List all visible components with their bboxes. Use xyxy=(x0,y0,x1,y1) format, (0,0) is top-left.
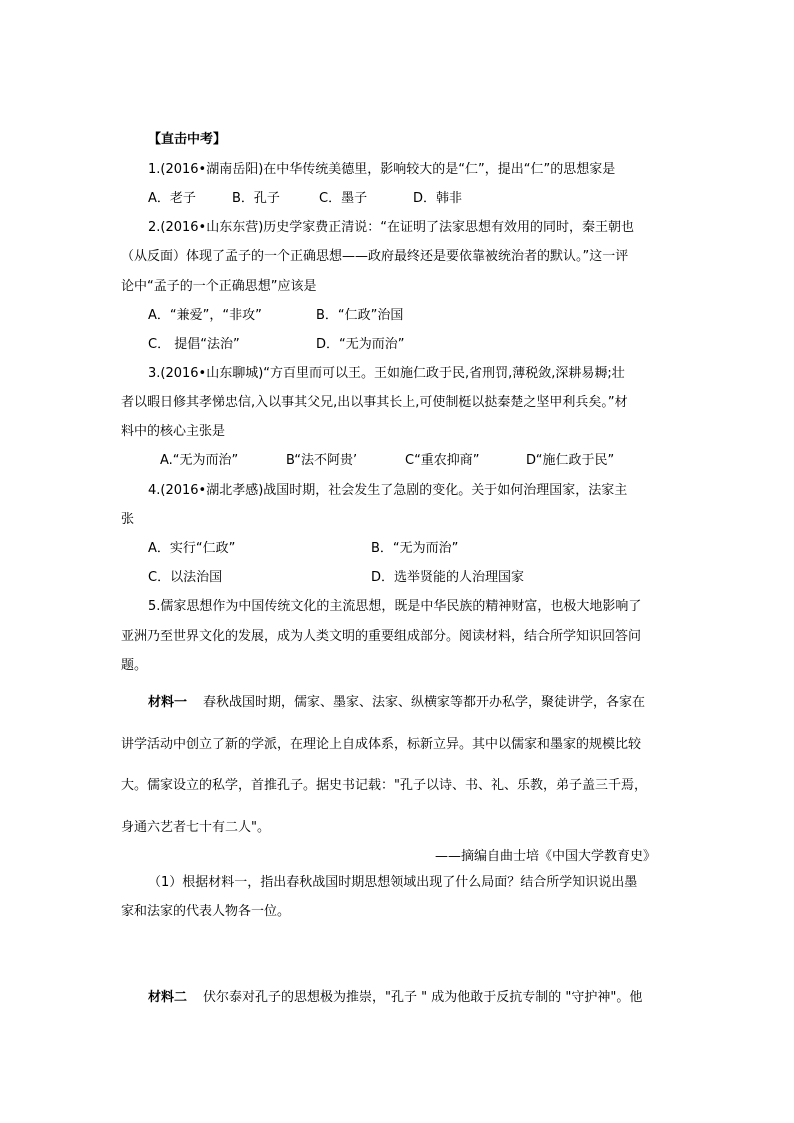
q5-stem-line1: 5.儒家思想作为中国传统文化的主流思想，既是中华民族的精神财富，也极大地影响了 xyxy=(148,599,642,614)
material1-label: 材料一 xyxy=(148,695,188,710)
q1-option-c: C．墨子 xyxy=(319,191,368,206)
section-heading: 【直击中考】 xyxy=(148,132,227,147)
material1-line1 xyxy=(148,696,645,709)
q4-option-d: D．选举贤能的人治理国家 xyxy=(371,570,525,585)
q4-stem-line1: 4.(2016•湖北孝感)战国时期，社会发生了急剧的变化。关于如何治理国家，法家主 xyxy=(148,483,628,498)
q2-stem-line1: 2.(2016•山东东营)历史学家费正清说：“在证明了法家思想有效用的同时，秦王朝也 xyxy=(148,220,635,235)
q3-stem-line1: 3.(2016•山东聊城)“方百里而可以王。王如施仁政于民,省刑罚,薄税敛,深耕易耨;壮 xyxy=(148,366,625,381)
material2-line1 xyxy=(148,991,642,1004)
q1-option-a: A．老子 xyxy=(148,191,196,206)
q1-option-d: D．韩非 xyxy=(413,191,463,206)
material2-text-line1: 伏尔泰对孔子的思想极为推崇，"孔子 " 成为他敢于反抗专制的 "守护神"。他 xyxy=(203,990,643,1005)
q2-option-c: C． 提倡“法治” xyxy=(148,337,240,352)
q3-option-b: B“法不阿贵’ xyxy=(286,453,358,468)
material1-line2: 讲学活动中创立了新的学派，在理论上自成体系，标新立异。其中以儒家和墨家的规模比较 xyxy=(121,737,642,752)
q3-option-c: C“重农抑商” xyxy=(405,453,480,468)
q4-option-a: A．实行“仁政” xyxy=(148,541,236,556)
q2-option-a: A．“兼爱”，“非攻” xyxy=(148,308,262,323)
material1-text-line1: 春秋战国时期，儒家、墨家、法家、纵横家等都开办私学，聚徒讲学，各家在 xyxy=(203,695,646,710)
q2-option-d: D．“无为而治” xyxy=(316,337,405,352)
subquestion1-line2: 家和法家的代表人物各一位。 xyxy=(121,904,291,919)
q3-stem-line2: 者以暇日修其孝悌忠信,入以事其父兄,出以事其长上,可使制梃以挞秦楚之坚甲利兵矣。”材 xyxy=(121,395,628,410)
material2-label: 材料二 xyxy=(148,990,188,1005)
q1-option-b: B．孔子 xyxy=(232,191,280,206)
q2-option-b: B．“仁政”治国 xyxy=(316,308,404,323)
q2-stem-line3: 论中“孟子的一个正确思想”应该是 xyxy=(121,279,317,294)
material1-line4: 身通六艺者七十有二人"。 xyxy=(121,820,270,835)
q4-option-c: C．以法治国 xyxy=(148,570,223,585)
q2-stem-line2: （从反面）体现了孟子的一个正确思想——政府最终还是要依靠被统治者的默认。”这一评 xyxy=(121,249,629,264)
q3-stem-line3: 料中的核心主张是 xyxy=(121,424,226,439)
q4-option-b: B．“无为而治” xyxy=(371,541,459,556)
q4-stem-line2: 张 xyxy=(121,512,135,527)
q1-stem: 1.(2016•湖南岳阳)在中华传统美德里，影响较大的是“仁”，提出“仁”的思想家是 xyxy=(148,162,616,177)
q3-option-a: A.“无为而治” xyxy=(160,453,239,468)
q3-option-d: D“施仁政于民” xyxy=(526,453,615,468)
q5-stem-line3: 题。 xyxy=(121,658,148,673)
material1-source: ——摘编自曲士培《中国大学教育史》 xyxy=(435,849,657,864)
subquestion1-line1: （1）根据材料一，指出春秋战国时期思想领域出现了什么局面？结合所学知识说出墨 xyxy=(148,875,638,890)
material1-line3: 大。儒家设立的私学，首推孔子。据史书记载："孔子以诗、书、礼、乐教，弟子盖三千焉， xyxy=(121,778,647,793)
q5-stem-line2: 亚洲乃至世界文化的发展，成为人类文明的重要组成部分。阅读材料，结合所学知识回答问 xyxy=(121,629,642,644)
